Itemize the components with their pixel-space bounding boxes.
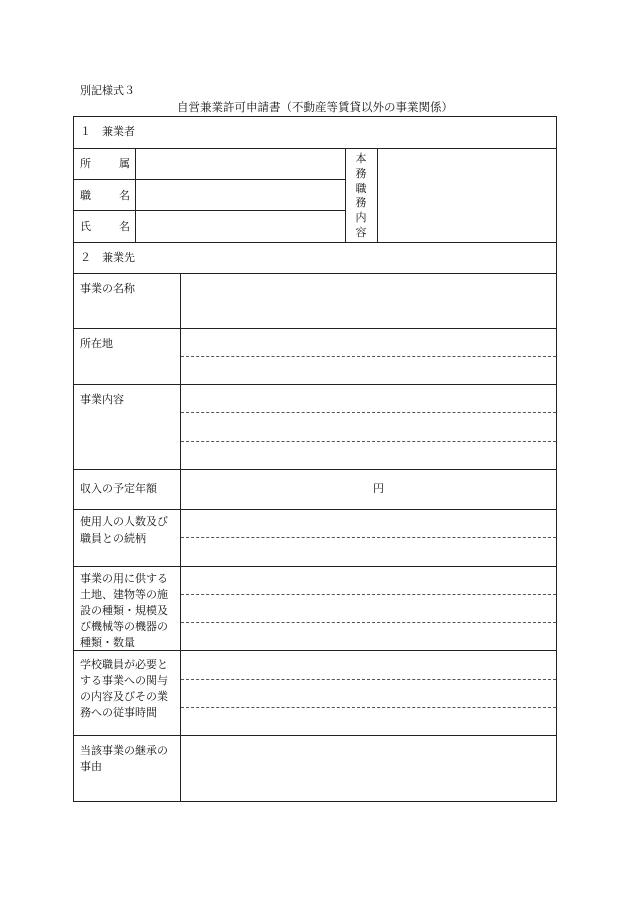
section-2-heading: ２ 兼業先 — [80, 251, 135, 264]
position-field[interactable] — [136, 180, 345, 210]
section-1-heading: １ 兼業者 — [80, 125, 135, 138]
location-field[interactable] — [181, 329, 556, 384]
form-number: 別記様式３ — [80, 84, 135, 97]
affiliation-label: 所 属 — [80, 157, 130, 170]
business-content-field[interactable] — [181, 385, 556, 469]
yen-unit: 円 — [373, 482, 384, 495]
affiliation-field[interactable] — [136, 149, 345, 179]
location-label: 所在地 — [80, 337, 113, 350]
business-content-label: 事業内容 — [80, 393, 124, 406]
business-name-label: 事業の名称 — [80, 282, 135, 295]
expected-income-field[interactable] — [181, 470, 371, 509]
business-name-field[interactable] — [181, 274, 556, 328]
name-label: 氏 名 — [80, 220, 130, 233]
main-duties-field[interactable] — [378, 149, 556, 242]
position-label: 職 名 — [80, 189, 130, 202]
involvement-field[interactable] — [181, 651, 556, 735]
succession-reason-field[interactable] — [181, 736, 556, 801]
facilities-field[interactable] — [181, 567, 556, 650]
main-duties-label: 本務職務内容 — [355, 152, 367, 239]
form-title: 自営兼業許可申請書（不動産等賃貸以外の事業関係） — [177, 100, 453, 114]
employees-field[interactable] — [181, 510, 556, 566]
name-field[interactable] — [136, 211, 345, 242]
expected-income-label: 収入の予定年額 — [80, 482, 157, 495]
